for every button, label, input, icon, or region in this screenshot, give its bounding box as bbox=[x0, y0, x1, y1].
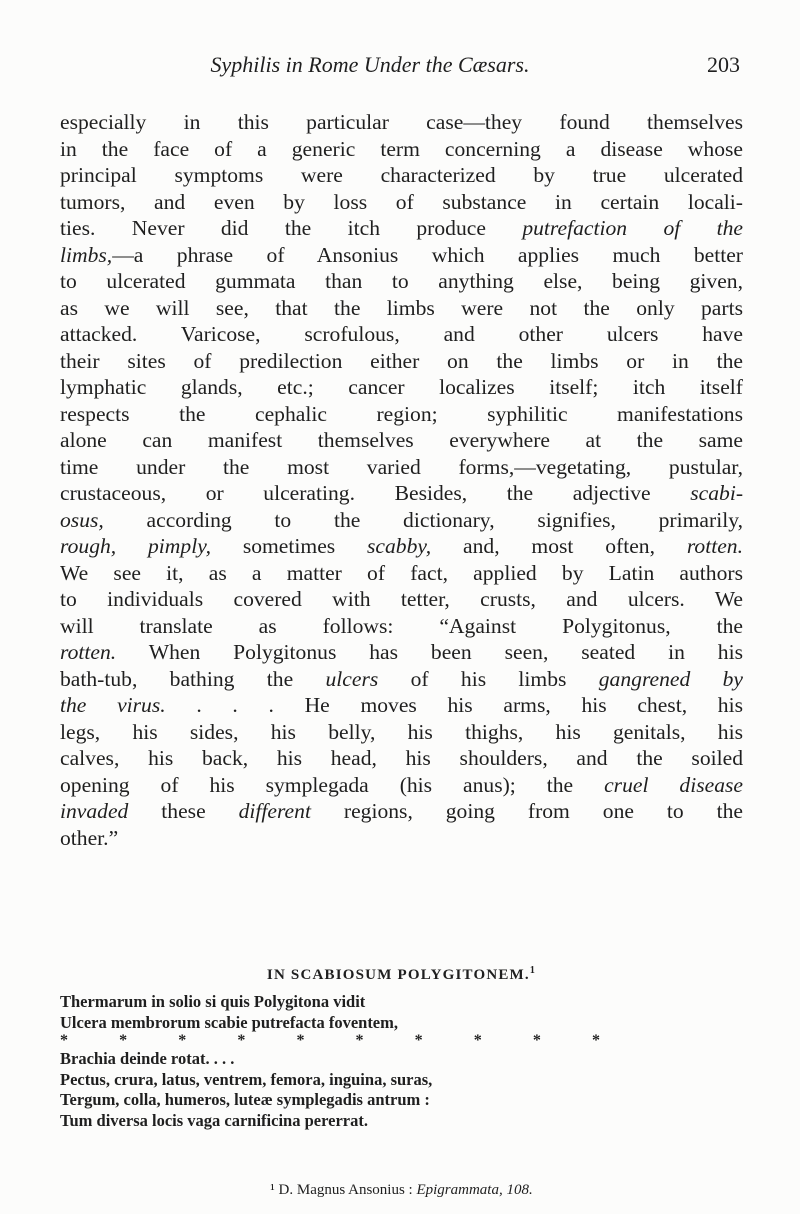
star-mark: * bbox=[178, 1032, 187, 1049]
verse-line: Thermarum in solio si quis Polygitona vidit bbox=[60, 992, 366, 1011]
text-segment: and, most often, bbox=[463, 534, 655, 558]
text-line: respects the cephalic region; syphilitic manifestations bbox=[60, 401, 743, 426]
text-line bbox=[60, 692, 743, 719]
verse-line: Tergum, colla, humeros, luteæ symplegadis antrum : bbox=[60, 1090, 430, 1109]
verse-line: Ulcera membrorum scabie putrefacta foventem, bbox=[60, 1012, 399, 1032]
page-header bbox=[60, 52, 740, 88]
italic-phrase: osus, bbox=[60, 507, 104, 532]
italic-phrase: different bbox=[238, 799, 311, 823]
footnote-reference: 1 bbox=[529, 965, 537, 976]
star-mark: * bbox=[355, 1032, 364, 1049]
text-line: to individuals covered with tetter, crusts, and ulcers. We bbox=[60, 587, 743, 611]
page-number: 203 bbox=[707, 52, 740, 77]
text-line bbox=[60, 507, 743, 534]
text-line: attacked. Varicose, scrofulous, and other ulcers have bbox=[60, 322, 743, 346]
text-line bbox=[60, 215, 743, 242]
italic-phrase: cruel disease bbox=[604, 772, 743, 797]
star-mark: * bbox=[237, 1032, 246, 1049]
star-mark: * bbox=[591, 1032, 600, 1049]
star-mark: * bbox=[414, 1032, 423, 1049]
text-line bbox=[60, 480, 743, 507]
italic-phrase: limbs, bbox=[60, 242, 113, 267]
epigram-title bbox=[60, 965, 743, 984]
ellipsis-stars bbox=[60, 1033, 600, 1049]
verse-line: Tum diversa locis vaga carnificina pererrat. bbox=[60, 1110, 368, 1130]
footnote-mark: ¹ bbox=[270, 1182, 275, 1198]
italic-phrase: rough, pimply, bbox=[60, 534, 211, 558]
star-mark: * bbox=[532, 1032, 541, 1049]
text-line: as we will see, that the limbs were not the only parts bbox=[60, 295, 743, 320]
star-mark: * bbox=[119, 1032, 128, 1049]
italic-phrase: putrefaction of the bbox=[522, 216, 743, 240]
italic-phrase: gangrened by bbox=[598, 666, 744, 691]
text-line: to ulcerated gummata than to anything else, being given, bbox=[60, 269, 743, 293]
verse-line: Brachia deinde rotat. . . . bbox=[60, 1049, 235, 1068]
text-segment: When Polygitonus has been seen, seated in his bbox=[148, 640, 743, 664]
latin-epigram bbox=[60, 965, 743, 1131]
running-title: Syphilis in Rome Under the Cæsars. bbox=[210, 52, 530, 77]
footnote bbox=[60, 1181, 743, 1199]
star-mark: * bbox=[296, 1032, 305, 1049]
text-segment: regions, going from one to the bbox=[343, 799, 743, 823]
text-line: their sites of predilection either on the limbs or in the bbox=[60, 348, 743, 373]
italic-phrase: rotten. bbox=[60, 640, 117, 664]
text-line: legs, his sides, his belly, his thighs, his genitals, his bbox=[60, 719, 743, 744]
italic-phrase: scabby, bbox=[367, 534, 432, 558]
text-line: lymphatic glands, etc.; cancer localizes itself; itch itself bbox=[60, 375, 743, 399]
italic-phrase: the virus. bbox=[60, 693, 166, 717]
text-line: tumors, and even by loss of substance in certain locali- bbox=[60, 189, 743, 214]
text-segment: —a phrase of Ansonius which applies much better bbox=[112, 242, 743, 267]
star-mark: * bbox=[60, 1032, 68, 1049]
text-line: calves, his back, his head, his shoulders, and the soiled bbox=[60, 746, 743, 770]
text-line bbox=[60, 772, 743, 799]
text-segment: these bbox=[161, 799, 206, 823]
text-segment: sometimes bbox=[242, 534, 336, 558]
text-line bbox=[60, 798, 743, 825]
body-text bbox=[60, 109, 743, 851]
text-segment: . . . He moves his arms, his chest, his bbox=[196, 693, 743, 717]
text-line: other.” bbox=[60, 825, 119, 850]
text-segment: opening of his symplegada (his anus); the bbox=[60, 772, 574, 797]
text-line bbox=[60, 533, 743, 560]
italic-phrase: invaded bbox=[60, 799, 129, 823]
text-segment: according to the dictionary, signifies, primarily, bbox=[146, 507, 743, 532]
text-line: principal symptoms were characterized by true ulcerated bbox=[60, 163, 743, 187]
text-line: will translate as follows: “Against Polygitonus, the bbox=[60, 613, 743, 638]
star-mark: * bbox=[473, 1032, 482, 1049]
italic-phrase: ulcers bbox=[325, 666, 379, 691]
text-line: especially in this particular case—they found themselves bbox=[60, 110, 743, 134]
text-line: time under the most varied forms,—vegetating, pustular, bbox=[60, 454, 743, 479]
text-line bbox=[60, 666, 743, 693]
text-segment: of his limbs bbox=[410, 666, 567, 691]
verse-line: Pectus, crura, latus, ventrem, femora, inguina, suras, bbox=[60, 1069, 433, 1089]
text-line bbox=[60, 639, 743, 666]
text-line: We see it, as a matter of fact, applied by Latin authors bbox=[60, 560, 743, 585]
text-line: in the face of a generic term concerning a disease whose bbox=[60, 136, 743, 161]
text-line: alone can manifest themselves everywhere at the same bbox=[60, 428, 743, 452]
text-segment: crustaceous, or ulcerating. Besides, the adjective bbox=[60, 481, 651, 505]
epigram-title-text: IN SCABIOSUM POLYGITONEM. bbox=[266, 967, 530, 983]
italic-phrase: rotten. bbox=[686, 534, 744, 558]
text-line bbox=[60, 242, 743, 269]
text-segment: ties. Never did the itch produce bbox=[60, 216, 486, 240]
footnote-work: Epigrammata, 108. bbox=[416, 1182, 533, 1198]
footnote-author: D. Magnus Ansonius : bbox=[278, 1182, 413, 1198]
text-segment: bath-tub, bathing the bbox=[60, 666, 294, 691]
italic-phrase: scabi- bbox=[690, 481, 744, 505]
